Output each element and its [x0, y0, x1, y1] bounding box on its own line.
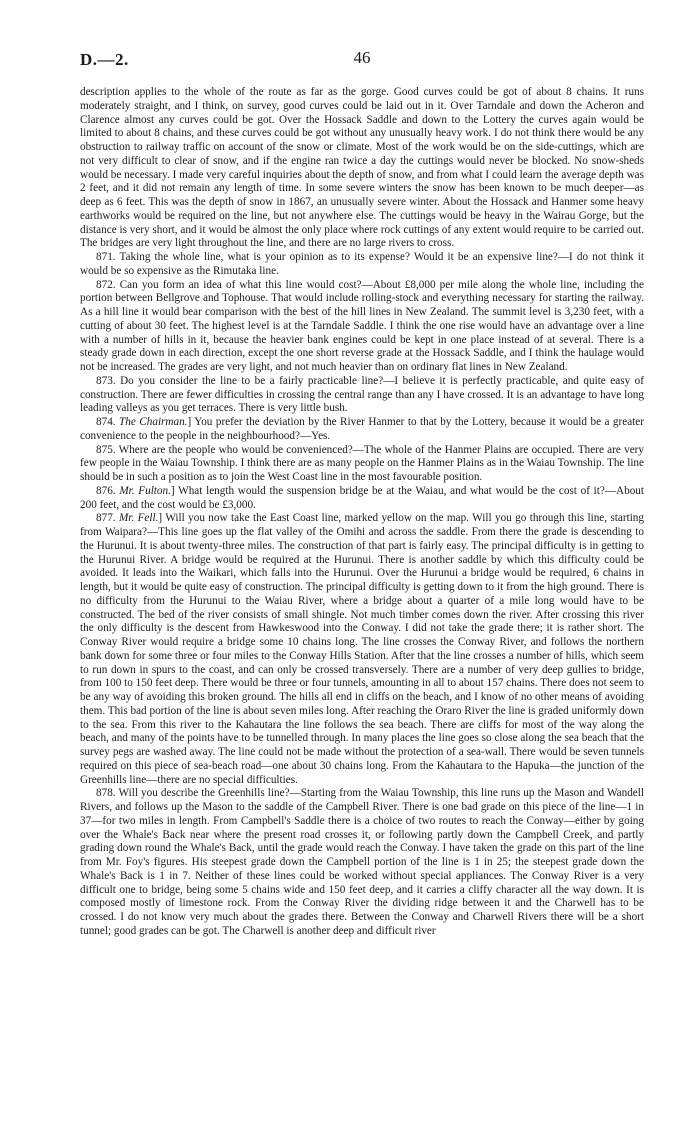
speaker-name: Mr. Fell. [118, 512, 159, 525]
document-body [80, 86, 644, 939]
question-number: 874. [96, 416, 116, 428]
question-number: 877. [96, 512, 116, 525]
paragraph-q872: 872. Can you form an idea of what this line would cost?—About £8,000 per mile along the whole line, including the portion between Bellgrove and Tophouse. That would include rolling-stock and everything necessary for starting the railway. As a hill line it would bear comparison with the best of the hill lines in New Zealand. The summit level is 3,230 feet, with a cutting of about 30 feet. The highest level is at the Tarndale Saddle. I think the one rise would have an advantage over a line with a number of hills in it, because the heavier bank engines could be kept in one place instead of at several. There is a steady grade down in each direction, except the one short reverse grade at the Hossack Saddle, and I think the haulage would not be increased. The grades are very light, and not much heavier than on ordinary flat lines in New Zealand. [80, 278, 644, 373]
paragraph-continuation: description applies to the whole of the route as far as the gorge. Good curves could be got of about 8 chains. It runs moderately straight, and I think, on survey, good curves could be laid out in it. Over Tarndale and down the Acheron and Clarence almost any curves could be got. Over the Hossack Saddle and down to the Lottery the curves again would be limited to about 8 chains, and these curves could be got without any unusually heavy work. I do not think there would be any obstruction to railway traffic on account of the snow or climate. Most of the work would be on the side-cuttings, which are not very difficult to clear of snow, and if the engine ran twice a day the cuttings would never be blocked. No snow-sheds would be necessary. I made very careful inquiries about the depth of snow, and from what I could learn the average depth was 2 feet, and it did not remain any length of time. In some severe winters the snow has been known to be much deeper—as deep as 6 feet. This was the depth of snow in 1867, an unusually severe winter. About the Hossack and Hanmer some heavy earthworks would be required on the line, but not anywhere else. The cuttings would be heavy in the Wairau Gorge, but the distance is very short, and it would be almost the only place where rock cuttings of any extent would require to be carried out. The bridges are very light throughout the line, and there are no large rivers to cross. [80, 86, 644, 250]
question-text: ] What length would the suspension bridge be at the Waiau, and what would be the cost of it?—About 200 feet, and the cost would be £3,000. [80, 484, 645, 511]
question-number: 876. [96, 484, 116, 497]
document-reference: D.—2. [80, 50, 129, 69]
page-number: 46 [353, 48, 371, 67]
paragraph-q871: 871. Taking the whole line, what is your opinion as to its expense? Would it be an expensive line?—I do not think it would be so expensive as the Rimutaka line. [80, 251, 644, 277]
paragraph-q873: 873. Do you consider the line to be a fairly practicable line?—I believe it is perfectly practicable, and quite easy of construction. There are fewer difficulties in crossing the central range than any I have crossed. It is an advantage to have long leading valleys as you get terraces. There is very little bush. [80, 374, 644, 415]
page-header [80, 0, 644, 86]
paragraph-q877 [80, 512, 644, 787]
speaker-name: The Chairman. [119, 416, 188, 428]
question-text: ] Will you now take the East Coast line, marked yellow on the map. Will you go through this line, starting from Waipara?—This line goes up the flat valley of the Omihi and across the saddle. From there the grade is descending to the Hurunui. It is about twenty-three miles. The construction of that part is fairly easy. The principal difficulty is in getting to the Hurunui River. A bridge would be required at the Hurunui. There is another saddle by which this difficulty could be avoided. It leads into the Waikari, which falls into the Hurunui. Over the Hurunui a bridge would be required, 6 chains in length, but it would be quite easy of construction. The principal difficulty is getting down to it from the high ground. There is no difficulty from the Hurunui to the Waiau River, where a bridge about a quarter of a mile long would have to be constructed. The bed of the river consists of small shingle. Not much timber comes down the river. After crossing this river the only difficulty is the descent from Hawkeswood into the Conway. I did not take the grade there; it is rather short. The Conway River would require a bridge some 10 chains long. The line crosses the Conway River, and follows the northern bank down for some three or four miles to the Conway Hills Station. After that the line crosses a number of hills, which seem to run down in spurs to the coast, and can only be crossed transversely. There are a number of very deep gullies to bridge, from 100 to 150 feet deep. There would be three or four tunnels, amounting in all to about 157 chains. There does not seem to be any way of avoiding this broken ground. The hills all end in cliffs on the beach, and I know of no other means of avoiding them. This bad portion of the line is about seven miles long. After reaching the Oraro River the line is graded uniformly down to the sea. From this river to the Kahautara the line follows the sea beach. There are cliffs for most of the way along the beach, and many of the points have to be tunnelled through. In many places the line goes so close along the sea beach that the survey pegs are washed away. The line could not be made without the protection of a sea-wall. There would be seven tunnels required on this piece of sea-beach road—one about 30 chains long. From the Kahautara to the Hapuka—the junction of the Greenhills line—there are no special difficulties. [80, 512, 644, 786]
paragraph-q878: 878. Will you describe the Greenhills line?—Starting from the Waiau Township, this line runs up the Mason and Wandell Rivers, and follows up the Mason to the saddle of the Campbell River. There is one bad grade on this piece of the line—1 in 37—for two miles in length. From Campbell's Saddle there is a choice of two routes to reach the Conway—either by going over the Whale's Back near where the present road crosses it, or following partly down the Campbell Creek, and partly grading down round the Whale's Back, until the grade would reach the Conway. I have taken the grade on this part of the line from Mr. Foy's figures. His steepest grade down the Campbell portion of the line is 1 in 25; the steepest grade down the Whale's Back is 1 in 7. Neither of these lines could be worked without special appliances. The Conway River is a very difficult one to bridge, being some 5 chains wide and 150 feet deep, and it carries a cliffy character all the way down. It is composed mostly of limestone rock. From the Conway River the dividing ridge between it and the Charwell has to be crossed. I do not know very much about the grades there. Between the Conway and Charwell Rivers there will be a short tunnel; good grades can be got. The Charwell is another deep and difficult river [80, 787, 644, 937]
paragraph-q874 [80, 416, 644, 444]
paragraph-q876 [80, 485, 644, 513]
question-text: ] You prefer the deviation by the River Hanmer to that by the Lottery, because it would be a greater convenience to the people in the neighbourhood?—Yes. [80, 416, 644, 442]
speaker-name: Mr. Fulton. [119, 484, 171, 497]
paragraph-q875: 875. Where are the people who would be convenienced?—The whole of the Hanmer Plains are occupied. There are very few people in the Waiau Township. I think there are as many people on the Hanmer Plains as in the Waiau Township. The line should be in such a position as to join the West Coast line in the most favourable position. [80, 443, 644, 483]
